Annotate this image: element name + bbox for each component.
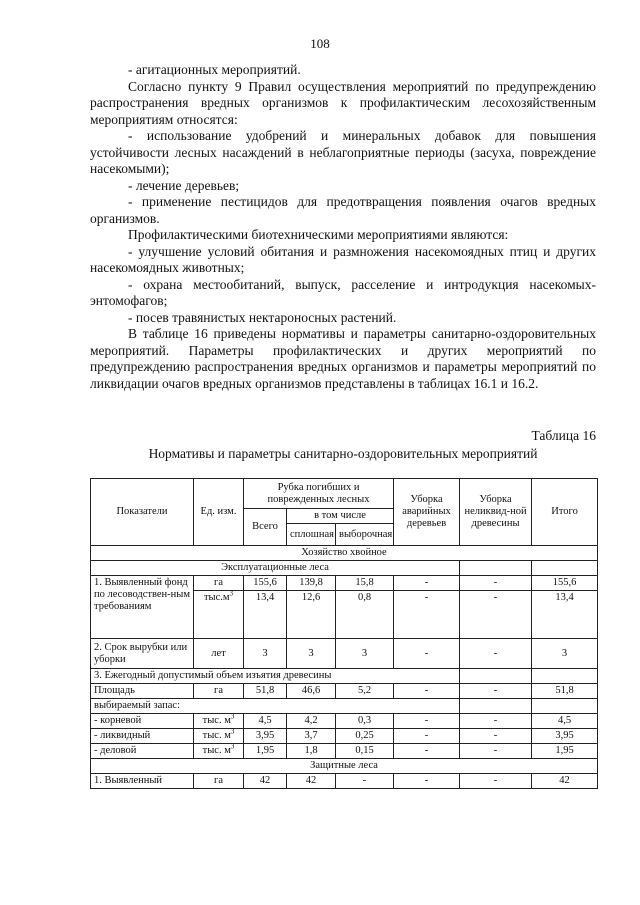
cell-selective: 0,15 <box>336 744 394 759</box>
cell-emergency: - <box>394 684 460 699</box>
empty-cell <box>460 699 532 714</box>
cell-clear: 3,7 <box>287 729 336 744</box>
paragraph: Согласно пункту 9 Правил осуществления мероприятий по предупреждению распространения вредных организмов к профилактическим лесохозяйственным мероприятиям относятся: <box>90 78 596 127</box>
cell-total: 42 <box>244 774 287 789</box>
paragraph: - охрана местообитаний, выпуск, расселение и интродукция насекомых-энтомофагов; <box>90 276 596 308</box>
paragraph: - применение пестицидов для предотвращения появления очагов вредных организмов. <box>90 194 596 226</box>
cell-clear: 46,6 <box>287 684 336 699</box>
header-felling-total: Всего <box>244 509 287 546</box>
row-label: - корневой <box>91 714 194 729</box>
cell-unit: тыс. $м^3$ <box>194 729 244 744</box>
header-illiquid: Уборка неликвид-ной древесины <box>460 479 532 546</box>
norms-table <box>90 478 598 789</box>
cell-clear: 42 <box>287 774 336 789</box>
cell-selective: 0,8 <box>336 591 394 639</box>
cell-illiquid: - <box>460 576 532 591</box>
section-conifer: Хозяйство хвойное <box>91 546 598 561</box>
header-felling: Рубка погибших и поврежденных лесных <box>244 479 394 509</box>
cell-illiquid: - <box>460 591 532 639</box>
cell-sum: 3,95 <box>532 729 598 744</box>
cell-selective: 3 <box>336 639 394 669</box>
header-clear: сплошная <box>287 524 336 546</box>
cell-clear: 12,6 <box>287 591 336 639</box>
header-total: Итого <box>532 479 598 546</box>
cell-sum: 3 <box>532 639 598 669</box>
cell-illiquid: - <box>460 714 532 729</box>
cell-emergency: - <box>394 744 460 759</box>
table-title: Нормативы и параметры санитарно-оздоровительных мероприятий <box>148 446 538 461</box>
paragraph: В таблице 16 приведены нормативы и параметры санитарно-оздоровительных мероприятий. Параметры профилактических и других мероприятий по предупреждению распространения вредных организмов и параметры мероприятий по ликвидации очагов вредных организмов представлены в таблицах 16.1 и 16.2. <box>90 326 596 391</box>
empty-cell <box>532 561 598 576</box>
paragraph: Профилактическими биотехническими мероприятиями являются: <box>128 227 509 242</box>
row-label: выбираемый запас: <box>91 699 460 714</box>
cell-total: 13,4 <box>244 591 287 639</box>
row-label: - деловой <box>91 744 194 759</box>
cell-sum: 155,6 <box>532 576 598 591</box>
cell-illiquid: - <box>460 774 532 789</box>
cell-selective: - <box>336 774 394 789</box>
cell-unit: тыс. $м^3$ <box>194 744 244 759</box>
header-including: в том числе <box>287 509 394 524</box>
header-selective: выборочная <box>336 524 394 546</box>
row-label: 3. Ежегодный допустимый объем изъятия древесины <box>91 669 460 684</box>
cell-total: 4,5 <box>244 714 287 729</box>
header-unit: Ед. изм. <box>194 479 244 546</box>
cell-emergency: - <box>394 714 460 729</box>
cell-clear: 139,8 <box>287 576 336 591</box>
cell-clear: 4,2 <box>287 714 336 729</box>
paragraph: - лечение деревьев; <box>128 177 240 193</box>
empty-cell <box>460 561 532 576</box>
paragraph: - агитационных мероприятий. <box>128 62 301 77</box>
cell-total: 3 <box>244 639 287 669</box>
paragraph: - посев травянистых нектароносных растений. <box>128 309 397 325</box>
cell-unit: $тыс.м^3$ <box>194 591 244 639</box>
header-emergency: Уборка аварийных деревьев <box>394 479 460 546</box>
empty-cell <box>532 669 598 684</box>
cell-illiquid: - <box>460 639 532 669</box>
cell-unit: га <box>194 684 244 699</box>
cell-total: 3,95 <box>244 729 287 744</box>
cell-total: 155,6 <box>244 576 287 591</box>
page-number: 108 <box>310 36 330 51</box>
row-label: 1. Выявленный фонд по лесоводствен-ным требованиям <box>91 576 194 639</box>
cell-selective: 15,8 <box>336 576 394 591</box>
cell-emergency: - <box>394 591 460 639</box>
subsection-protect: Защитные леса <box>91 759 598 774</box>
cell-unit: лет <box>194 639 244 669</box>
row-label: - ликвидный <box>91 729 194 744</box>
cell-sum: 13,4 <box>532 591 598 639</box>
cell-illiquid: - <box>460 684 532 699</box>
cell-emergency: - <box>394 576 460 591</box>
cell-unit: тыс. $м^3$ <box>194 714 244 729</box>
cell-selective: 5,2 <box>336 684 394 699</box>
cell-emergency: - <box>394 729 460 744</box>
cell-selective: 0,25 <box>336 729 394 744</box>
body-text <box>90 62 596 392</box>
cell-total: 1,95 <box>244 744 287 759</box>
row-label: Площадь <box>91 684 194 699</box>
subsection-exploit: Эксплуатационные леса <box>91 561 460 576</box>
cell-sum: 51,8 <box>532 684 598 699</box>
cell-emergency: - <box>394 774 460 789</box>
cell-total: 51,8 <box>244 684 287 699</box>
table-label: Таблица 16 <box>531 428 596 443</box>
cell-sum: 42 <box>532 774 598 789</box>
cell-sum: 1,95 <box>532 744 598 759</box>
cell-unit: га <box>194 576 244 591</box>
cell-selective: 0,3 <box>336 714 394 729</box>
cell-sum: 4,5 <box>532 714 598 729</box>
cell-illiquid: - <box>460 744 532 759</box>
paragraph: - использование удобрений и минеральных добавок для повышения устойчивости лесных насаждений в неблагоприятные периоды (засуха, повреждение насекомыми); <box>90 128 596 176</box>
header-indicator: Показатели <box>91 479 194 546</box>
row-label: 1. Выявленный <box>91 774 194 789</box>
cell-unit: га <box>194 774 244 789</box>
cell-clear: 3 <box>287 639 336 669</box>
paragraph: - улучшение условий обитания и размножения насекомоядных птиц и других насекомоядных животных; <box>90 243 596 275</box>
cell-emergency: - <box>394 639 460 669</box>
empty-cell <box>460 669 532 684</box>
empty-cell <box>532 699 598 714</box>
cell-clear: 1,8 <box>287 744 336 759</box>
cell-illiquid: - <box>460 729 532 744</box>
row-label: 2. Срок вырубки или уборки <box>91 639 194 669</box>
